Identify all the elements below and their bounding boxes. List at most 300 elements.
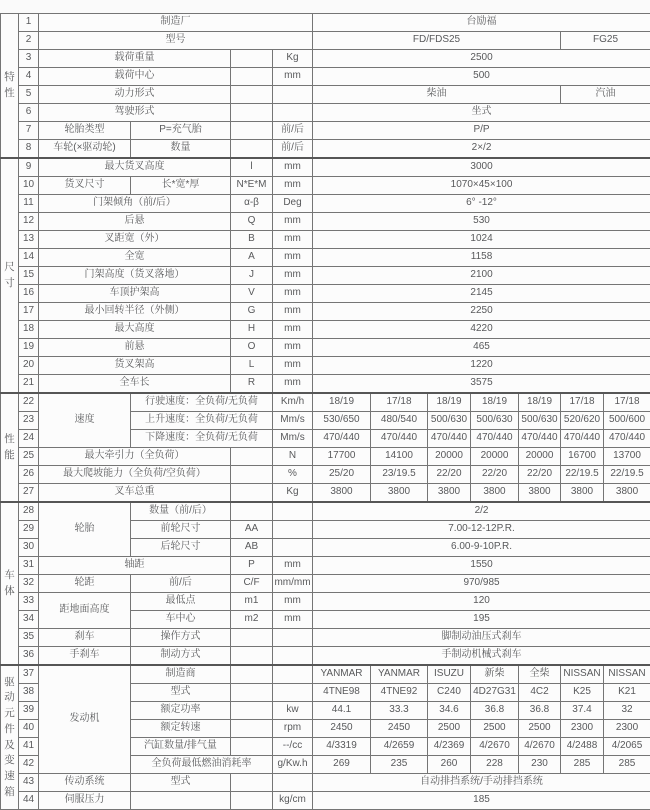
spec-cell: ISUZU [428,665,471,684]
table-row [1,231,650,249]
row-number-cell: 11 [19,195,39,213]
spec-cell: 货叉尺寸 [39,177,131,195]
spec-cell: 36.8 [471,702,519,720]
spec-cell: 22/20 [471,466,519,484]
row-number-cell: 17 [19,303,39,321]
spec-cell [231,86,273,104]
spec-cell: 制造商 [131,665,231,684]
spec-cell: NISSAN [561,665,604,684]
spec-cell: YANMAR [313,665,371,684]
spec-cell: 全负荷最低燃油消耗率 [131,756,273,774]
spec-cell: J [231,267,273,285]
category-cell: 尺寸 [1,158,19,393]
spec-cell: 后悬 [39,213,231,231]
spec-cell: 37.4 [561,702,604,720]
spec-cell: mm [273,177,313,195]
spec-cell: 新柴 [471,665,519,684]
page [0,13,650,792]
spec-cell [231,647,273,666]
spec-cell: 470/440 [371,430,428,448]
spec-cell: N*E*M [231,177,273,195]
spec-cell: Q [231,213,273,231]
spec-cell: Mm/s [273,412,313,430]
spec-cell: mm/mm [273,575,313,593]
spec-cell: 2145 [313,285,650,303]
spec-cell: 操作方式 [131,629,231,647]
spec-cell: 4TNE92 [371,684,428,702]
spec-cell: 4/2488 [561,738,604,756]
table-row [1,557,650,575]
spec-cell: 前/后 [273,140,313,159]
table-row [1,50,650,68]
spec-cell: NISSAN [604,665,650,684]
spec-cell: 970/985 [313,575,650,593]
table-row [1,647,650,666]
spec-cell: 汽缸数量/排气量 [131,738,231,756]
table-row [1,158,650,177]
spec-cell: 22/19.5 [604,466,650,484]
spec-cell: 前/后 [131,575,231,593]
row-number-cell: 22 [19,393,39,412]
spec-cell: 470/440 [428,430,471,448]
spec-cell: 228 [471,756,519,774]
spec-cell: 门架高度（货叉落地） [39,267,231,285]
spec-cell [273,774,313,792]
spec-cell: Kg [273,484,313,503]
row-number-cell: 3 [19,50,39,68]
spec-cell [231,629,273,647]
spec-cell: O [231,339,273,357]
spec-cell [231,140,273,159]
row-number-cell: 20 [19,357,39,375]
spec-cell: 前悬 [39,339,231,357]
spec-cell: 型号 [39,32,313,50]
spec-cell: 470/440 [519,430,561,448]
row-number-cell: 43 [19,774,39,792]
spec-cell [231,684,273,702]
row-number-cell: 2 [19,32,39,50]
table-row [1,393,650,412]
spec-cell: N [273,448,313,466]
spec-cell: 1158 [313,249,650,267]
spec-cell: 120 [313,593,650,611]
spec-cell: 数量（前/后） [131,502,231,521]
spec-cell: 货叉架高 [39,357,231,375]
spec-cell: 额定转速 [131,720,231,738]
spec-cell: mm [273,321,313,339]
spec-cell: 上升速度：全负荷/无负荷 [131,412,273,430]
spec-cell: 最大货叉高度 [39,158,231,177]
table-row [1,14,650,32]
table-row [1,575,650,593]
spec-cell: 1024 [313,231,650,249]
spec-cell: C/F [231,575,273,593]
row-number-cell: 24 [19,430,39,448]
row-number-cell: 8 [19,140,39,159]
spec-cell: m2 [231,611,273,629]
spec-cell: 2500 [519,720,561,738]
row-number-cell: 5 [19,86,39,104]
spec-cell: 台励福 [313,14,650,32]
spec-cell: 185 [313,792,650,810]
spec-cell: mm [273,231,313,249]
row-number-cell: 28 [19,502,39,521]
spec-cell: 1220 [313,357,650,375]
spec-cell: YANMAR [371,665,428,684]
spec-cell: 轴距 [39,557,231,575]
spec-cell: 额定功率 [131,702,231,720]
table-row [1,213,650,231]
spec-cell: 230 [519,756,561,774]
table-row [1,195,650,213]
row-number-cell: 29 [19,521,39,539]
spec-cell: 6° -12° [313,195,650,213]
spec-cell: 柴油 [313,86,561,104]
spec-cell: 4D27G31 [471,684,519,702]
row-number-cell: 39 [19,702,39,720]
spec-cell: α-β [231,195,273,213]
spec-cell [231,484,273,503]
spec-cell: mm [273,339,313,357]
row-number-cell: 18 [19,321,39,339]
table-row [1,665,650,684]
spec-cell: 最低点 [131,593,231,611]
spec-cell: kw [273,702,313,720]
spec-cell: 门架倾角（前/后） [39,195,231,213]
spec-cell: 全车长 [39,375,231,394]
row-number-cell: 15 [19,267,39,285]
spec-cell: 22/20 [428,466,471,484]
spec-cell: 4/2065 [604,738,650,756]
spec-cell: 轮胎类型 [39,122,131,140]
spec-cell: 34.6 [428,702,471,720]
spec-cell: 4/2369 [428,738,471,756]
spec-cell: 480/540 [371,412,428,430]
table-row [1,792,650,810]
spec-cell: 叉车总重 [39,484,231,503]
spec-cell: 33.3 [371,702,428,720]
spec-cell: Mm/s [273,430,313,448]
spec-cell: 285 [604,756,650,774]
table-row [1,466,650,484]
spec-cell: 自动排挡系统/手动排挡系统 [313,774,650,792]
spec-cell: 470/440 [313,430,371,448]
spec-cell: mm [273,158,313,177]
spec-cell: 500/630 [471,412,519,430]
spec-cell: G [231,303,273,321]
spec-cell: 520/620 [561,412,604,430]
table-row [1,448,650,466]
table-row [1,267,650,285]
spec-cell: 500/600 [604,412,650,430]
spec-cell [231,466,273,484]
spec-cell: 4TNE98 [313,684,371,702]
spec-cell: 1070×45×100 [313,177,650,195]
spec-cell [231,702,273,720]
spec-cell: 汽油 [561,86,650,104]
spec-cell: 465 [313,339,650,357]
row-number-cell: 1 [19,14,39,32]
category-cell: 驱动元件及变速箱 [1,665,19,810]
spec-cell: mm [273,375,313,394]
spec-cell: 坐式 [313,104,650,122]
spec-cell: 260 [428,756,471,774]
spec-cell: 车轮(×驱动轮) [39,140,131,159]
row-number-cell: 44 [19,792,39,810]
spec-cell: 手刹车 [39,647,131,666]
spec-cell: AA [231,521,273,539]
spec-cell: 269 [313,756,371,774]
spec-cell: 4/3319 [313,738,371,756]
spec-cell: B [231,231,273,249]
spec-cell: 传动系统 [39,774,131,792]
spec-cell [273,665,313,684]
spec-cell: 全柴 [519,665,561,684]
table-row [1,303,650,321]
table-row [1,104,650,122]
spec-cell [231,720,273,738]
spec-cell: % [273,466,313,484]
spec-cell: 最大高度 [39,321,231,339]
row-number-cell: 40 [19,720,39,738]
table-row [1,68,650,86]
row-number-cell: 25 [19,448,39,466]
spec-cell: 4C2 [519,684,561,702]
row-number-cell: 38 [19,684,39,702]
spec-cell: 下降速度：全负荷/无负荷 [131,430,273,448]
row-number-cell: 23 [19,412,39,430]
spec-cell: 530 [313,213,650,231]
spec-cell: 13700 [604,448,650,466]
spec-cell: 2250 [313,303,650,321]
spec-cell: P/P [313,122,650,140]
table-row [1,249,650,267]
spec-cell [131,792,231,810]
spec-cell: Deg [273,195,313,213]
spec-cell: 2450 [313,720,371,738]
row-number-cell: 16 [19,285,39,303]
row-number-cell: 33 [19,593,39,611]
spec-cell: 4/2670 [471,738,519,756]
spec-cell: 型式 [131,774,231,792]
category-cell: 车体 [1,502,19,665]
spec-cell: 470/440 [561,430,604,448]
spec-cell: m1 [231,593,273,611]
spec-cell: V [231,285,273,303]
spec-cell: K21 [604,684,650,702]
table-row [1,484,650,503]
spec-cell: mm [273,68,313,86]
category-cell: 特性 [1,14,19,159]
row-number-cell: 41 [19,738,39,756]
spec-cell: FG25 [561,32,650,50]
table-row [1,32,650,50]
row-number-cell: 12 [19,213,39,231]
spec-cell: mm [273,213,313,231]
spec-cell: 18/19 [519,393,561,412]
row-number-cell: 31 [19,557,39,575]
spec-cell: C240 [428,684,471,702]
spec-cell: 脚制动油压式刹车 [313,629,650,647]
table-row [1,774,650,792]
spec-cell: 载荷重量 [39,50,231,68]
spec-cell [231,792,273,810]
table-row [1,593,650,611]
spec-cell: 最小回转半径（外侧） [39,303,231,321]
row-number-cell: 30 [19,539,39,557]
spec-cell: 制造厂 [39,14,313,32]
spec-cell: 3000 [313,158,650,177]
forklift-spec-table [0,13,650,810]
spec-cell: 285 [561,756,604,774]
spec-cell: K25 [561,684,604,702]
spec-cell: 动力形式 [39,86,231,104]
spec-cell: 18/19 [313,393,371,412]
spec-cell: 2500 [471,720,519,738]
spec-cell: 20000 [428,448,471,466]
table-row [1,140,650,159]
spec-cell: 25/20 [313,466,371,484]
spec-cell: 2×/2 [313,140,650,159]
spec-cell: 6.00-9-10P.R. [313,539,650,557]
spec-cell: 全宽 [39,249,231,267]
row-number-cell: 42 [19,756,39,774]
spec-cell: 22/19.5 [561,466,604,484]
spec-cell: 轮距 [39,575,131,593]
spec-cell [273,539,313,557]
spec-cell: 3800 [428,484,471,503]
spec-cell: 7.00-12-12P.R. [313,521,650,539]
spec-cell: 2100 [313,267,650,285]
spec-cell: 车顶护架高 [39,285,231,303]
category-cell: 性能 [1,393,19,502]
spec-cell: mm [273,249,313,267]
spec-cell: AB [231,539,273,557]
table-row [1,122,650,140]
spec-cell: 型式 [131,684,231,702]
spec-cell: mm [273,611,313,629]
spec-cell: 手制动机械式刹车 [313,647,650,666]
spec-cell: 18/19 [471,393,519,412]
spec-cell: l [231,158,273,177]
spec-cell: 470/440 [471,430,519,448]
spec-cell: 发动机 [39,665,131,774]
spec-cell: 500/630 [428,412,471,430]
table-row [1,375,650,394]
row-number-cell: 37 [19,665,39,684]
spec-cell: 4220 [313,321,650,339]
row-number-cell: 4 [19,68,39,86]
spec-cell: 4/2670 [519,738,561,756]
spec-cell: 前轮尺寸 [131,521,231,539]
spec-cell: 距地面高度 [39,593,131,629]
spec-cell: 长*宽*厚 [131,177,231,195]
spec-cell: 4/2659 [371,738,428,756]
spec-cell [231,68,273,86]
spec-cell: 17/18 [604,393,650,412]
spec-cell [231,50,273,68]
spec-cell: 轮胎 [39,502,131,557]
spec-cell: 530/650 [313,412,371,430]
spec-cell: 后轮尺寸 [131,539,231,557]
spec-cell: 3800 [313,484,371,503]
spec-cell: P=充气胎 [131,122,231,140]
spec-cell [273,684,313,702]
table-row [1,86,650,104]
row-number-cell: 7 [19,122,39,140]
spec-cell: H [231,321,273,339]
spec-cell [231,665,273,684]
row-number-cell: 13 [19,231,39,249]
spec-cell: mm [273,557,313,575]
spec-cell: 20000 [471,448,519,466]
spec-cell: 470/440 [604,430,650,448]
row-number-cell: 36 [19,647,39,666]
spec-cell [273,521,313,539]
spec-cell: 车中心 [131,611,231,629]
spec-cell: 制动方式 [131,647,231,666]
spec-cell: 2/2 [313,502,650,521]
spec-cell: Km/h [273,393,313,412]
spec-cell: 叉距宽（外） [39,231,231,249]
spec-cell: 2300 [604,720,650,738]
spec-cell: 36.8 [519,702,561,720]
spec-cell [273,104,313,122]
spec-cell: 235 [371,756,428,774]
spec-cell: 3800 [561,484,604,503]
spec-cell: 44.1 [313,702,371,720]
spec-cell: P [231,557,273,575]
row-number-cell: 35 [19,629,39,647]
spec-cell: 500/630 [519,412,561,430]
spec-cell: 刹车 [39,629,131,647]
spec-cell: 23/19.5 [371,466,428,484]
spec-cell: mm [273,267,313,285]
spec-cell: 速度 [39,393,131,448]
spec-cell: 驾驶形式 [39,104,231,122]
spec-cell: 17700 [313,448,371,466]
spec-cell: mm [273,593,313,611]
table-row [1,285,650,303]
spec-cell [273,86,313,104]
table-row [1,321,650,339]
spec-cell: 18/19 [428,393,471,412]
spec-cell: 最大牵引力（全负荷） [39,448,231,466]
spec-cell: FD/FDS25 [313,32,561,50]
spec-cell: 2450 [371,720,428,738]
spec-cell: 2300 [561,720,604,738]
spec-cell [231,104,273,122]
spec-cell: 1550 [313,557,650,575]
spec-cell: Kg [273,50,313,68]
spec-cell: 3800 [604,484,650,503]
spec-cell: 32 [604,702,650,720]
spec-cell: 17/18 [561,393,604,412]
spec-cell [231,448,273,466]
spec-cell: 2500 [428,720,471,738]
spec-cell: R [231,375,273,394]
row-number-cell: 32 [19,575,39,593]
spec-cell: 22/20 [519,466,561,484]
spec-cell: 2500 [313,50,650,68]
spec-cell: mm [273,357,313,375]
spec-cell: 3800 [471,484,519,503]
row-number-cell: 14 [19,249,39,267]
spec-cell: L [231,357,273,375]
row-number-cell: 10 [19,177,39,195]
table-row [1,339,650,357]
row-number-cell: 21 [19,375,39,394]
